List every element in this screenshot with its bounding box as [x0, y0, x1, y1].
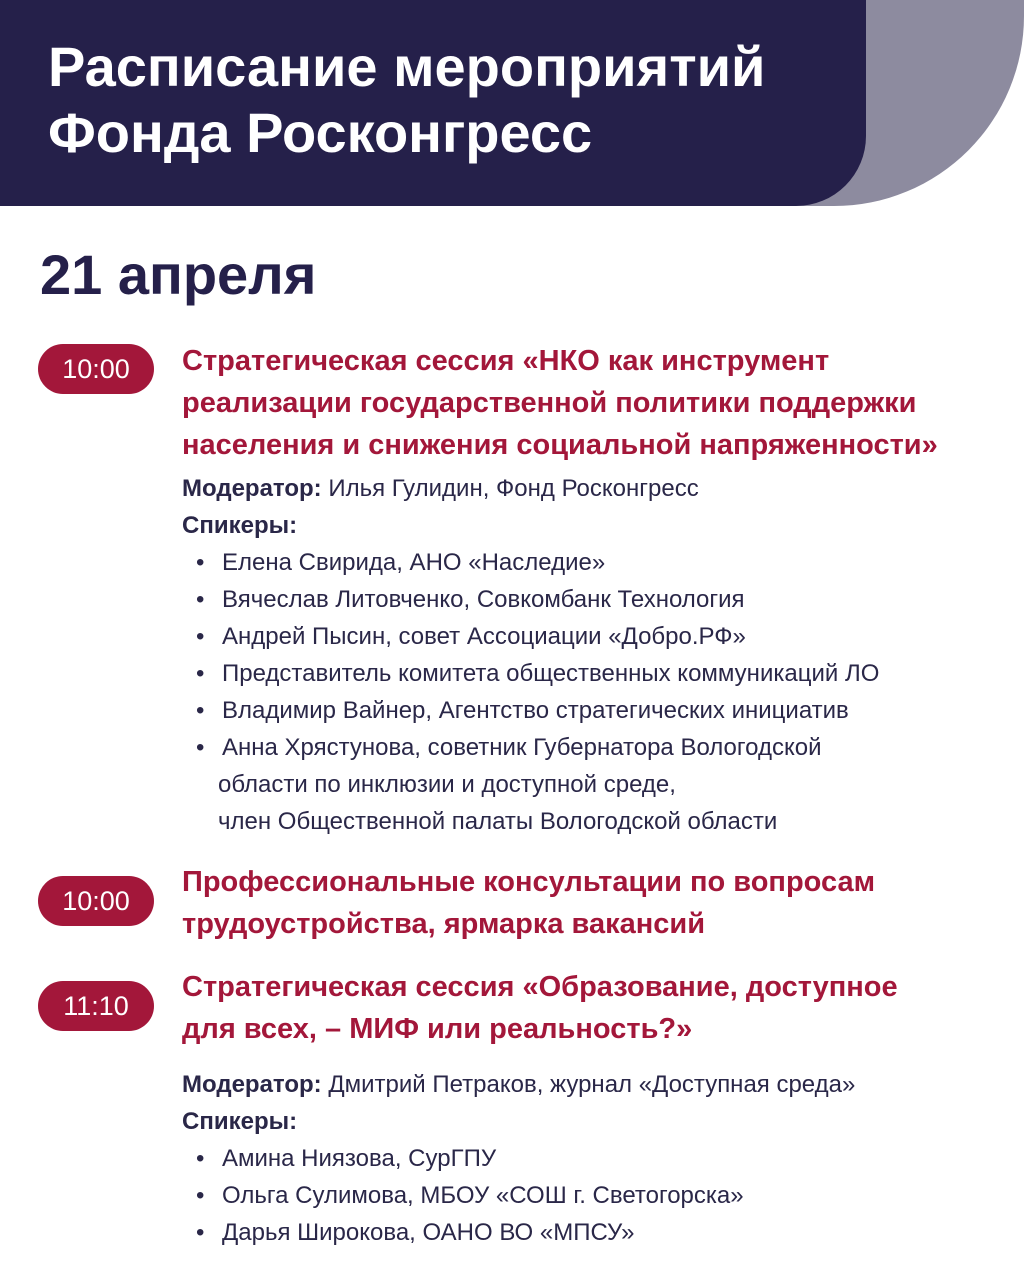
speaker-text: Представитель комитета общественных коммуникаций ЛО [222, 660, 880, 687]
speaker-item [182, 544, 1002, 581]
speaker-text: Андрей Пысин, совет Ассоциации «Добро.РФ» [222, 623, 746, 650]
bullet-icon: • [196, 1182, 205, 1209]
speakers-label: Спикеры: [182, 512, 298, 539]
moderator-line [182, 1066, 1002, 1103]
event-title-line: Профессиональные консультации по вопросам [182, 866, 876, 898]
time-badge: 10:00 [38, 344, 154, 394]
bullet-icon: • [196, 623, 205, 650]
bullet-icon: • [196, 697, 205, 724]
page-title-line-2: Фонда Росконгресс [48, 101, 593, 164]
speakers-heading [182, 507, 1002, 544]
moderator-name: Илья Гулидин, Фонд Росконгресс [328, 475, 699, 502]
event-title-line: населения и снижения социальной напряженности» [182, 429, 938, 461]
schedule-date: 21 апреля [40, 243, 317, 306]
event-title [182, 340, 1002, 466]
bullet-icon: • [196, 734, 205, 761]
page-header [0, 0, 866, 206]
moderator-name: Дмитрий Петраков, журнал «Доступная среда» [328, 1071, 856, 1098]
event-title-line: Стратегическая сессия «Образование, доступное [182, 971, 898, 1003]
event-title [182, 966, 1002, 1050]
bullet-icon: • [196, 1145, 205, 1172]
event-title-line: реализации государственной политики поддержки [182, 387, 917, 419]
speaker-text: Ольга Сулимова, МБОУ «СОШ г. Светогорска» [222, 1182, 744, 1209]
speaker-text: Владимир Вайнер, Агентство стратегических инициатив [222, 697, 849, 724]
speaker-text-continued: области по инклюзии и доступной среде, [218, 771, 676, 798]
speaker-text-continued: член Общественной палаты Вологодской области [218, 808, 778, 835]
speaker-item [182, 655, 1002, 692]
speaker-item [182, 618, 1002, 655]
moderator-line [182, 470, 1002, 507]
moderator-label: Модератор: [182, 475, 322, 502]
page-title [48, 34, 765, 166]
speaker-item [182, 692, 1002, 729]
speaker-item [182, 1177, 1002, 1214]
event-title [182, 861, 1002, 945]
moderator-label: Модератор: [182, 1071, 322, 1098]
speaker-text: Вячеслав Литовченко, Совкомбанк Технология [222, 586, 745, 613]
speaker-item [182, 1214, 1002, 1251]
speaker-item [182, 1140, 1002, 1177]
event-title-line: для всех, – МИФ или реальность?» [182, 1013, 693, 1045]
bullet-icon: • [196, 660, 205, 687]
bullet-icon: • [196, 586, 205, 613]
bullet-icon: • [196, 549, 205, 576]
event-details [182, 470, 1002, 840]
speaker-text: Елена Свирида, АНО «Наследие» [222, 549, 606, 576]
speaker-text: Дарья Широкова, ОАНО ВО «МПСУ» [222, 1219, 635, 1246]
speakers-label: Спикеры: [182, 1108, 298, 1135]
speaker-item [182, 729, 1002, 840]
bullet-icon: • [196, 1219, 205, 1246]
speakers-heading [182, 1103, 1002, 1140]
page-title-line-1: Расписание мероприятий [48, 35, 766, 98]
event-details [182, 1066, 1002, 1251]
speaker-text: Анна Хрястунова, советник Губернатора Вологодской [222, 734, 822, 761]
event-title-line: трудоустройства, ярмарка вакансий [182, 908, 706, 940]
time-badge: 10:00 [38, 876, 154, 926]
speaker-list [182, 544, 1002, 840]
speaker-text: Амина Ниязова, СурГПУ [222, 1145, 497, 1172]
speaker-item [182, 581, 1002, 618]
event-title-line: Стратегическая сессия «НКО как инструмент [182, 345, 830, 377]
time-badge: 11:10 [38, 981, 154, 1031]
speaker-list [182, 1140, 1002, 1251]
